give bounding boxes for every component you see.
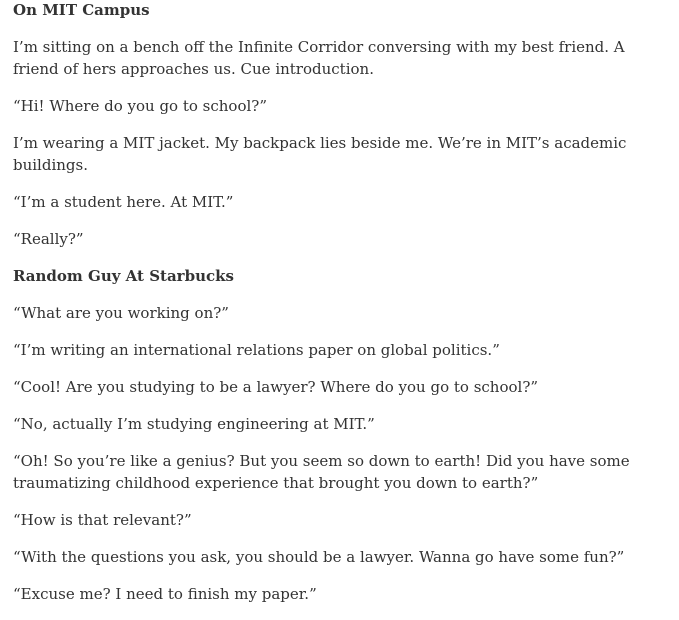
article-body (13, 0, 673, 620)
paragraph: “With the questions you ask, you should be a lawyer. Wanna go have some fun?” (13, 548, 625, 566)
paragraph: “I’m writing an international relations paper on global politics.” (13, 341, 500, 359)
section-heading-mit-campus: On MIT Campus (13, 1, 150, 19)
paragraph: I’m sitting on a bench off the Infinite Corridor conversing with my best friend. A friend of hers approaches us. Cue introduction. (13, 38, 625, 78)
paragraph: “What are you working on?” (13, 304, 229, 322)
paragraph: “Cool! Are you studying to be a lawyer? Where do you go to school?” (13, 378, 539, 396)
paragraph: “No, actually I’m studying engineering at MIT.” (13, 415, 375, 433)
paragraph: “How is that relevant?” (13, 511, 192, 529)
paragraph: “Oh! So you’re like a genius? But you seem so down to earth! Did you have some traumatizing childhood experience that brought you down to earth?” (13, 452, 630, 492)
paragraph: I’m wearing a MIT jacket. My backpack lies beside me. We’re in MIT’s academic buildings. (13, 134, 627, 174)
paragraph: “Really?” (13, 230, 84, 248)
paragraph: “Hi! Where do you go to school?” (13, 97, 268, 115)
paragraph: “I’m a student here. At MIT.” (13, 193, 234, 211)
section-heading-starbucks: Random Guy At Starbucks (13, 267, 234, 285)
paragraph: “Excuse me? I need to finish my paper.” (13, 585, 317, 603)
